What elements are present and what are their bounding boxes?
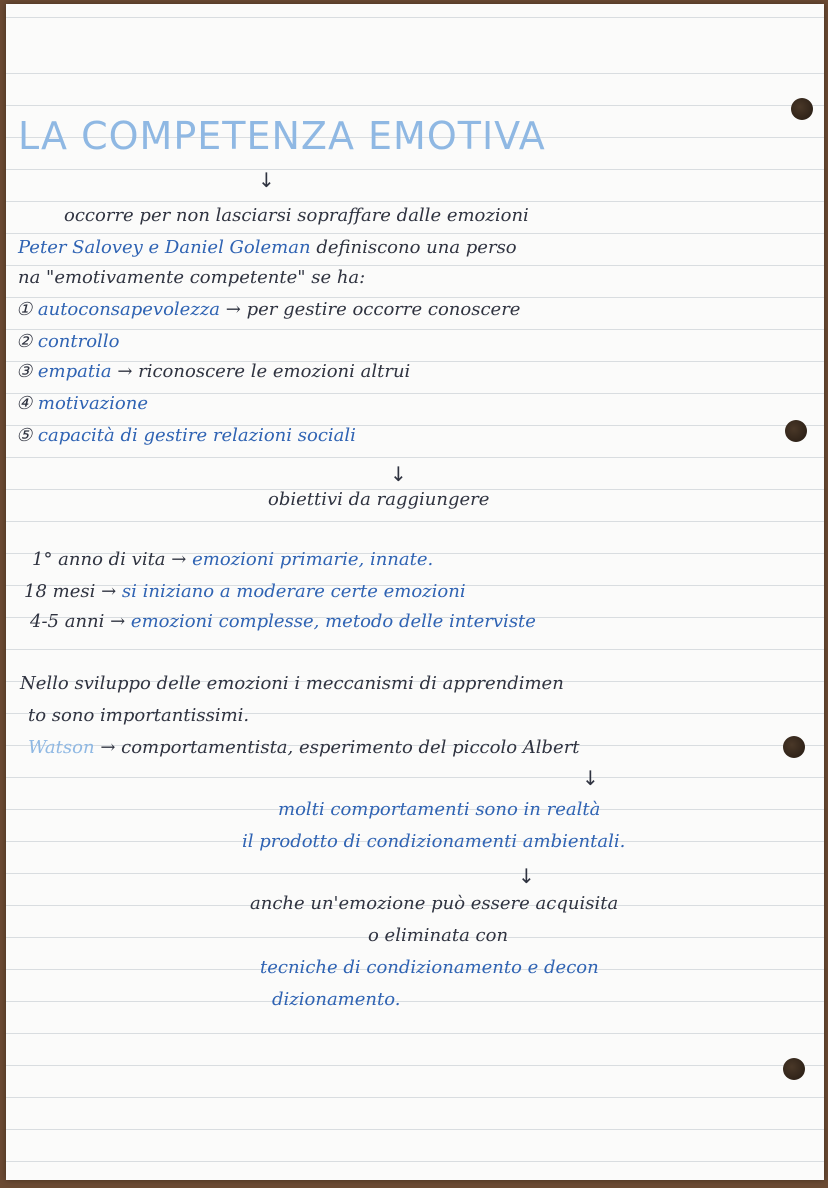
conclusion-line: tecniche di condizionamento e decon xyxy=(260,957,599,978)
item-text: capacità di gestire relazioni sociali xyxy=(37,425,356,446)
conclusion-line: il prodotto di condizionamenti ambientali. xyxy=(242,831,626,852)
watson-name: Watson xyxy=(28,737,95,758)
item-text: empatia xyxy=(37,361,112,382)
stage-desc: emozioni primarie, innate. xyxy=(192,549,434,570)
item-number: ② xyxy=(16,331,33,352)
stage-line xyxy=(30,610,536,634)
conclusion-line: dizionamento. xyxy=(272,989,401,1010)
authors: Peter Salovey e Daniel Goleman xyxy=(18,237,311,258)
binder-hole xyxy=(783,1058,805,1080)
down-arrow-icon: ↓ xyxy=(258,168,275,192)
intro-line: occorre per non lasciarsi sopraffare dalle emozioni xyxy=(64,205,529,226)
conclusion-line: anche un'emozione può essere acquisita xyxy=(250,893,619,914)
binder-hole xyxy=(791,98,813,120)
binder-hole xyxy=(785,420,807,442)
intro-line xyxy=(18,236,517,260)
development-line: to sono importantissimi. xyxy=(28,705,250,726)
stage-desc: emozioni complesse, metodo delle interviste xyxy=(130,611,536,632)
objectives-heading: obiettivi da raggiungere xyxy=(268,489,490,510)
intro-line: na "emotivamente competente" se ha: xyxy=(18,267,366,288)
list-item xyxy=(16,330,119,354)
item-text: motivazione xyxy=(37,393,148,414)
down-arrow-icon: ↓ xyxy=(582,766,599,790)
notebook-page xyxy=(6,4,824,1180)
stage-line xyxy=(24,580,466,604)
list-item xyxy=(16,360,410,384)
item-number: ① xyxy=(16,299,33,320)
item-number: ④ xyxy=(16,393,33,414)
down-arrow-icon: ↓ xyxy=(390,462,407,486)
watson-text: → comportamentista, esperimento del piccolo Albert xyxy=(100,737,580,758)
page-title: LA COMPETENZA EMOTIVA xyxy=(18,114,546,158)
item-text: autoconsapevolezza xyxy=(37,299,221,320)
stage-line xyxy=(32,548,433,572)
intro-text: definiscono una perso xyxy=(316,237,517,258)
stage-age: 4-5 anni → xyxy=(30,611,126,632)
binder-hole xyxy=(783,736,805,758)
item-note: → per gestire occorre conoscere xyxy=(225,299,521,320)
watson-line xyxy=(28,736,580,760)
item-number: ③ xyxy=(16,361,33,382)
development-line: Nello sviluppo delle emozioni i meccanismi di apprendimen xyxy=(20,673,564,694)
stage-age: 1° anno di vita → xyxy=(32,549,187,570)
list-item xyxy=(16,298,520,322)
list-item xyxy=(16,392,148,416)
stage-desc: si iniziano a moderare certe emozioni xyxy=(121,581,466,602)
list-item xyxy=(16,424,356,448)
item-text: controllo xyxy=(37,331,120,352)
conclusion-line: o eliminata con xyxy=(368,925,509,946)
stage-age: 18 mesi → xyxy=(24,581,117,602)
item-note: → riconoscere le emozioni altrui xyxy=(117,361,411,382)
down-arrow-icon: ↓ xyxy=(518,864,535,888)
conclusion-line: molti comportamenti sono in realtà xyxy=(278,799,601,820)
item-number: ⑤ xyxy=(16,425,33,446)
